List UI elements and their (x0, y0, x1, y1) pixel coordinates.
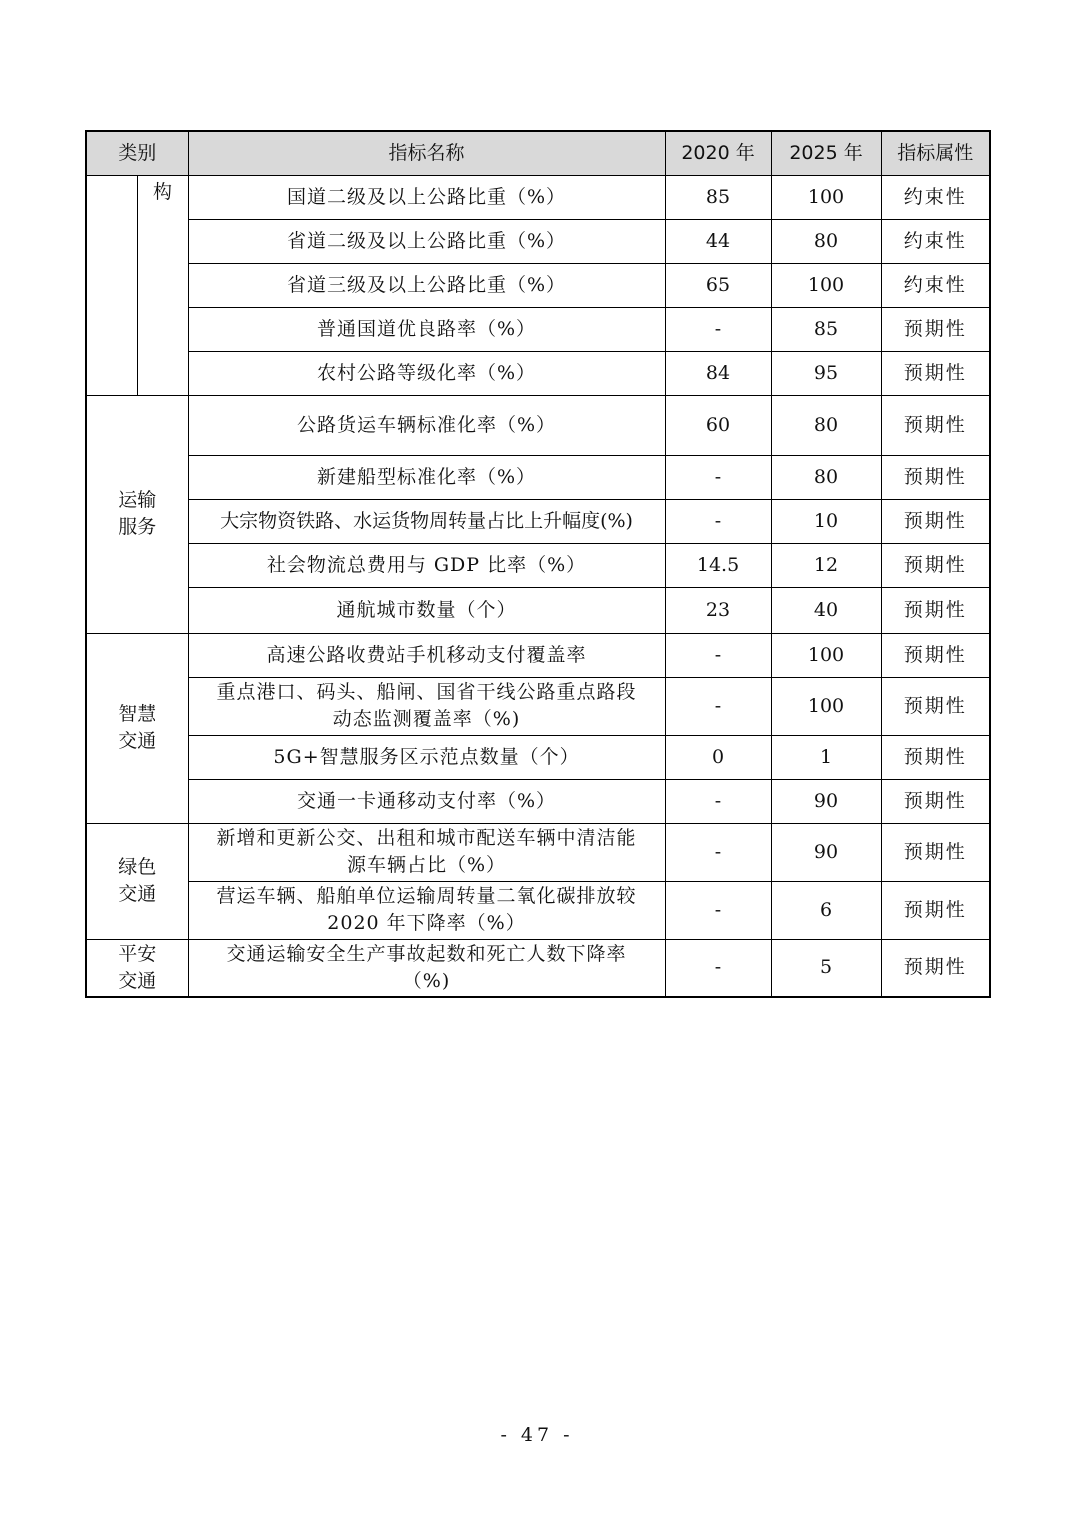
value-2020: 23 (665, 587, 771, 633)
indicator-name: 大宗物资铁路、水运货物周转量占比上升幅度(%) (188, 499, 665, 543)
value-2025: 100 (771, 175, 881, 219)
value-2020: - (665, 499, 771, 543)
table-row (86, 351, 990, 395)
value-2025: 90 (771, 823, 881, 881)
indicator-name: 新建船型标准化率（%） (188, 455, 665, 499)
value-2025: 80 (771, 455, 881, 499)
value-2020: 65 (665, 263, 771, 307)
value-2020: - (665, 455, 771, 499)
value-2020: - (665, 823, 771, 881)
value-2020: 0 (665, 735, 771, 779)
indicator-attribute: 预期性 (881, 677, 990, 735)
category-structure-outer (86, 175, 137, 395)
indicator-name: 公路货运车辆标准化率（%） (188, 395, 665, 455)
value-2020: 84 (665, 351, 771, 395)
header-attribute: 指标属性 (881, 131, 990, 175)
header-indicator-name: 指标名称 (188, 131, 665, 175)
table-header-row (86, 131, 990, 175)
value-2020: - (665, 939, 771, 997)
value-2025: 6 (771, 881, 881, 939)
value-2025: 85 (771, 307, 881, 351)
indicator-table (85, 130, 991, 998)
indicator-attribute: 预期性 (881, 587, 990, 633)
indicator-name: 通航城市数量（个） (188, 587, 665, 633)
value-2020: 14.5 (665, 543, 771, 587)
indicator-attribute: 约束性 (881, 263, 990, 307)
indicator-attribute: 预期性 (881, 633, 990, 677)
value-2025: 90 (771, 779, 881, 823)
indicator-attribute: 预期性 (881, 881, 990, 939)
indicator-name: 营运车辆、船舶单位运输周转量二氧化碳排放较 2020 年下降率（%） (188, 881, 665, 939)
value-2020: - (665, 881, 771, 939)
indicator-attribute: 预期性 (881, 735, 990, 779)
indicator-attribute: 约束性 (881, 175, 990, 219)
indicator-attribute: 预期性 (881, 939, 990, 997)
table-row (86, 633, 990, 677)
value-2020: 85 (665, 175, 771, 219)
indicator-attribute: 预期性 (881, 455, 990, 499)
value-2025: 80 (771, 395, 881, 455)
category-green-transport: 绿色 交通 (86, 823, 188, 939)
indicator-name: 省道二级及以上公路比重（%） (188, 219, 665, 263)
indicator-attribute: 预期性 (881, 499, 990, 543)
table-row (86, 881, 990, 939)
table-row (86, 587, 990, 633)
table-row (86, 735, 990, 779)
category-safe-transport: 平安 交通 (86, 939, 188, 997)
indicator-name: 省道三级及以上公路比重（%） (188, 263, 665, 307)
value-2025: 5 (771, 939, 881, 997)
table-row (86, 455, 990, 499)
table-row (86, 779, 990, 823)
table-row (86, 939, 990, 997)
table-row (86, 263, 990, 307)
table-row (86, 175, 990, 219)
value-2020: 44 (665, 219, 771, 263)
table-row (86, 677, 990, 735)
category-structure-fragment: 构 (137, 175, 188, 395)
table-row (86, 543, 990, 587)
value-2025: 10 (771, 499, 881, 543)
indicator-attribute: 预期性 (881, 395, 990, 455)
page-number: - 47 - (500, 1424, 574, 1446)
value-2025: 80 (771, 219, 881, 263)
table-row (86, 823, 990, 881)
indicator-name: 交通运输安全生产事故起数和死亡人数下降率 （%) (188, 939, 665, 997)
header-category: 类别 (86, 131, 188, 175)
header-year-2020: 2020 年 (665, 131, 771, 175)
value-2025: 40 (771, 587, 881, 633)
indicator-name: 农村公路等级化率（%） (188, 351, 665, 395)
indicator-name: 普通国道优良路率（%） (188, 307, 665, 351)
indicator-name: 社会物流总费用与 GDP 比率（%） (188, 543, 665, 587)
indicator-attribute: 预期性 (881, 351, 990, 395)
table-row (86, 395, 990, 455)
value-2020: - (665, 779, 771, 823)
indicator-name: 5G+智慧服务区示范点数量（个） (188, 735, 665, 779)
indicator-attribute: 预期性 (881, 823, 990, 881)
indicator-name: 高速公路收费站手机移动支付覆盖率 (188, 633, 665, 677)
value-2025: 100 (771, 263, 881, 307)
indicator-name: 新增和更新公交、出租和城市配送车辆中清洁能 源车辆占比（%） (188, 823, 665, 881)
value-2025: 100 (771, 677, 881, 735)
value-2025: 95 (771, 351, 881, 395)
value-2025: 100 (771, 633, 881, 677)
table-row (86, 219, 990, 263)
indicator-attribute: 预期性 (881, 779, 990, 823)
value-2025: 1 (771, 735, 881, 779)
indicator-attribute: 约束性 (881, 219, 990, 263)
indicator-name: 国道二级及以上公路比重（%） (188, 175, 665, 219)
header-year-2025: 2025 年 (771, 131, 881, 175)
value-2020: - (665, 307, 771, 351)
indicator-name: 重点港口、码头、船闸、国省干线公路重点路段 动态监测覆盖率（%) (188, 677, 665, 735)
value-2020: - (665, 677, 771, 735)
category-transport-service: 运输 服务 (86, 395, 188, 633)
table-row (86, 307, 990, 351)
value-2025: 12 (771, 543, 881, 587)
indicator-attribute: 预期性 (881, 543, 990, 587)
value-2020: 60 (665, 395, 771, 455)
table-row (86, 499, 990, 543)
category-smart-transport: 智慧 交通 (86, 633, 188, 823)
indicator-attribute: 预期性 (881, 307, 990, 351)
value-2020: - (665, 633, 771, 677)
indicator-name: 交通一卡通移动支付率（%） (188, 779, 665, 823)
